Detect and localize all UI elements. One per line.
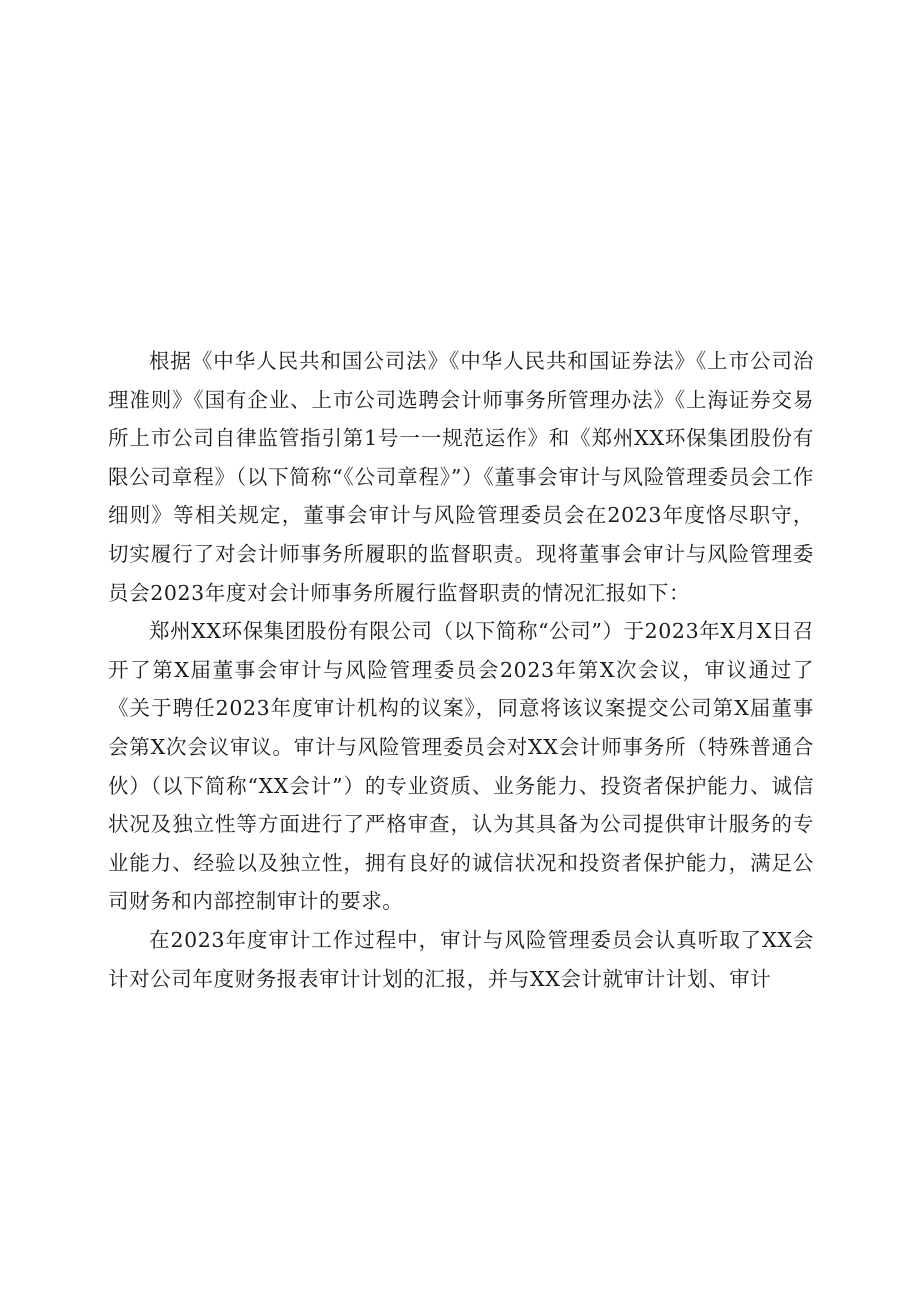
paragraph-auditor-appointment: 郑州XX环保集团股份有限公司（以下简称“公司”）于2023年X月X日召开了第X届董事会审计与风险管理委员会2023年第X次会议，审议通过了《关于聘任2023年度审计机构的议案》，同意将该议案提交公司第X届董事会第X次会议审议。审计与风险管理委员会对XX会计师事务所（特殊普通合伙）（以下简称“XX会计”）的专业资质、业务能力、投资者保护能力、诚信状况及独立性等方面进行了严格审查，认为其具备为公司提供审计服务的专业能力、经验以及独立性，拥有良好的诚信状况和投资者保护能力，满足公司财务和内部控制审计的要求。: [108, 619, 815, 914]
document-body: [108, 342, 814, 998]
paragraph-audit-process: 在2023年度审计工作过程中，审计与风险管理委员会认真听取了XX会计对公司年度财务报表审计计划的汇报，并与XX会计就审计计划、审计: [108, 927, 814, 991]
paragraph-legal-basis: 根据《中华人民共和国公司法》《中华人民共和国证券法》《上市公司治理准则》《国有企业、上市公司选聘会计师事务所管理办法》《上海证券交易所上市公司自律监管指引第1号一一规范运作》和《郑州XX环保集团股份有限公司章程》（以下简称“《公司章程》”）《董事会审计与风险管理委员会工作细则》等相关规定，董事会审计与风险管理委员会在2023年度恪尽职守，切实履行了对会计师事务所履职的监督职责。现将董事会审计与风险管理委员会2023年度对会计师事务所履行监督职责的情况汇报如下：: [108, 349, 814, 605]
